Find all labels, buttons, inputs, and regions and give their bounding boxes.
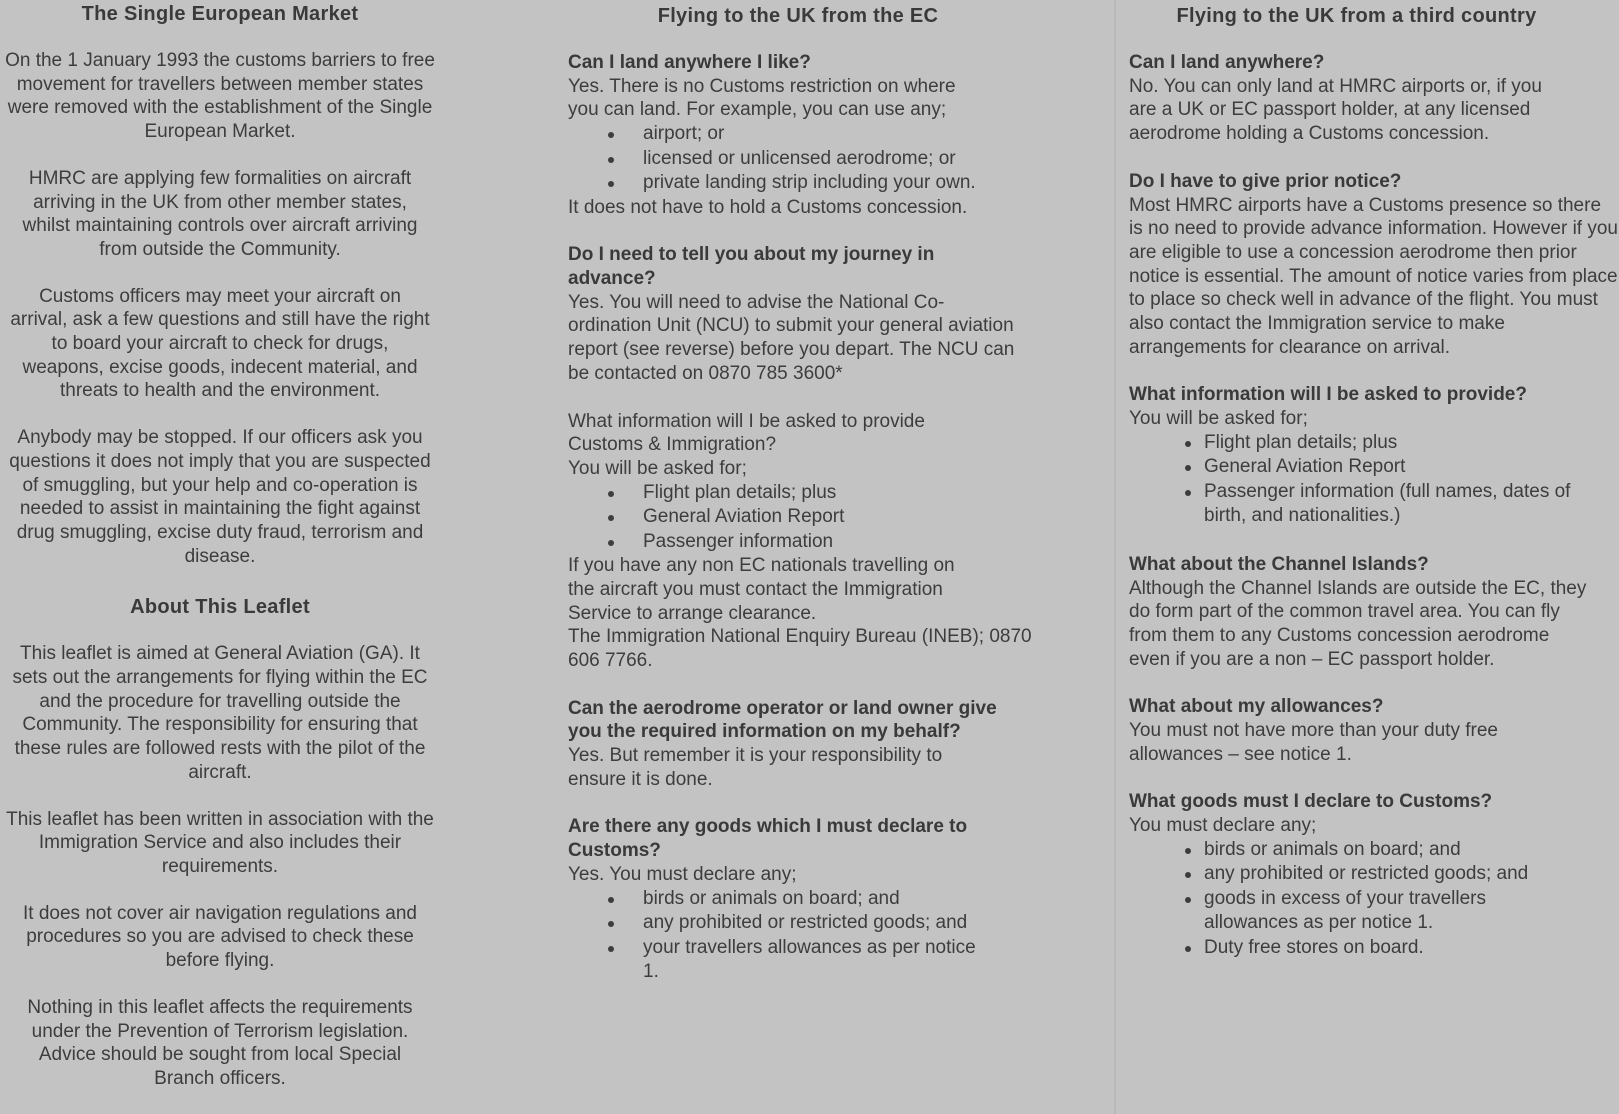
paragraph: Customs officers may meet your aircraft on arrival, ask a few questions and still have the right to board your aircraft to check for drugs, weapons, excise goods, indecent material, and threats to health and the environment. <box>10 285 430 402</box>
list-item: Duty free stores on board. <box>1129 936 1559 961</box>
question-heading: What goods must I declare to Customs? <box>1129 791 1493 813</box>
question-heading: Do I need to tell you about my journey in advance? <box>568 244 935 290</box>
answer-text: No. You can only land at HMRC airports or, if you are a UK or EC passport holder, at any licensed aerodrome holding a Customs concession. <box>1129 75 1542 145</box>
bullet-list <box>1129 431 1619 529</box>
list-item: General Aviation Report <box>568 505 1038 530</box>
question-heading: Can the aerodrome operator or land owner give you the required information on my behalf? <box>568 697 997 743</box>
answer-text: If you have any non EC nationals travelling on the aircraft you must contact the Immigration Service to arrange clearance. <box>568 555 955 624</box>
list-item: Passenger information <box>568 530 1038 555</box>
paragraph: This leaflet is aimed at General Aviation (GA). It sets out the arrangements for flying within the EC and the procedure for travelling outside the Community. The responsibility for ensuring that these rules are followed rests with the pilot of the aircraft. <box>12 643 428 783</box>
paragraph: This leaflet has been written in association with the Immigration Service and also includes their requirements. <box>6 808 434 877</box>
bullet-list <box>568 481 1038 555</box>
paragraph: Anybody may be stopped. If our officers ask you questions it does not imply that you are suspected of smuggling, but your help and co-operation is needed to assist in maintaining the fight against drug smuggling, excise duty fraud, terrorism and disease. <box>9 427 431 567</box>
question-heading: What about the Channel Islands? <box>1129 553 1429 575</box>
list-item: licensed or unlicensed aerodrome; or <box>568 147 1038 172</box>
list-item: Passenger information (full names, dates of birth, and nationalities.) <box>1129 480 1599 529</box>
column-single-european-market <box>0 0 440 1091</box>
answer-text: The Immigration National Enquiry Bureau (INEB); 0870 606 7766. <box>568 626 1032 671</box>
paragraph: It does not cover air navigation regulations and procedures so you are advised to check these before flying. <box>23 902 417 972</box>
question-heading: What information will I be asked to provide? <box>1129 384 1527 406</box>
list-item: Flight plan details; plus <box>1129 431 1599 456</box>
question-heading: Can I land anywhere I like? <box>568 52 811 73</box>
list-item: your travellers allowances as per notice 1. <box>568 936 988 985</box>
list-item: Flight plan details; plus <box>568 481 1038 506</box>
answer-text: Yes. You will need to advise the National Co-ordination Unit (NCU) to submit your general aviation report (see reverse) before you depart. The NCU can be contacted on 0870 785 3600* <box>568 291 1015 384</box>
list-item: any prohibited or restricted goods; and <box>568 911 988 936</box>
bullet-list <box>568 122 1038 196</box>
answer-text: Yes. But remember it is your responsibility to ensure it is done. <box>568 745 943 790</box>
answer-text: Yes. There is no Customs restriction on where you can land. For example, you can use any; <box>568 75 956 121</box>
list-item: birds or animals on board; and <box>568 887 988 912</box>
column-flying-from-third-country <box>1114 0 1619 960</box>
list-item: private landing strip including your own. <box>568 171 1038 196</box>
paragraph: Nothing in this leaflet affects the requirements under the Prevention of Terrorism legislation. Advice should be sought from local Special Branch officers. <box>27 996 413 1089</box>
paragraph: On the 1 January 1993 the customs barriers to free movement for travellers between member states were removed with the establishment of the Single European Market. <box>5 50 435 143</box>
list-item: any prohibited or restricted goods; and <box>1129 862 1559 887</box>
section-subtitle: About This Leaflet <box>130 596 310 619</box>
answer-text: It does not have to hold a Customs concession. <box>568 196 968 218</box>
answer-text: Yes. You must declare any; <box>568 863 797 885</box>
bullet-list <box>568 887 1038 985</box>
paragraph: HMRC are applying few formalities on aircraft arriving in the UK from other member states, whilst maintaining controls over aircraft arriving from outside the Community. <box>22 167 418 260</box>
answer-text: Although the Channel Islands are outside the EC, they do form part of the common travel area. You can fly from them to any Customs concession aerodrome even if you are a non – EC passport holder. <box>1129 577 1587 670</box>
list-item: airport; or <box>568 122 1038 147</box>
question-heading: Can I land anywhere? <box>1129 52 1325 73</box>
list-item: birds or animals on board; and <box>1129 838 1559 863</box>
answer-text: Most HMRC airports have a Customs presence so there is no need to provide advance information. However if you are eligible to use a concession aerodrome then prior notice is essential. The amount of notice varies from place to place so check well in advance of the flight. You must also contact the Immigration service to make arrangements for clearance on arrival. <box>1129 194 1618 358</box>
list-item: goods in excess of your travellers allowances as per notice 1. <box>1129 887 1559 936</box>
question-heading: Do I have to give prior notice? <box>1129 170 1402 192</box>
section-title: The Single European Market <box>81 3 359 25</box>
section-title: Flying to the UK from a third country <box>1176 5 1537 27</box>
question-text: What information will I be asked to provide Customs & Immigration? <box>568 410 925 456</box>
question-heading: What about my allowances? <box>1129 696 1384 718</box>
column-flying-from-ec <box>568 0 1038 985</box>
answer-text: You must not have more than your duty free allowances – see notice 1. <box>1129 720 1498 765</box>
answer-text: You will be asked for; <box>568 457 747 479</box>
section-title: Flying to the UK from the EC <box>657 5 939 27</box>
answer-text: You must declare any; <box>1129 815 1317 837</box>
list-item: General Aviation Report <box>1129 455 1599 480</box>
answer-text: You will be asked for; <box>1129 408 1308 430</box>
question-heading: Are there any goods which I must declare to Customs? <box>568 816 968 862</box>
bullet-list <box>1129 838 1619 961</box>
